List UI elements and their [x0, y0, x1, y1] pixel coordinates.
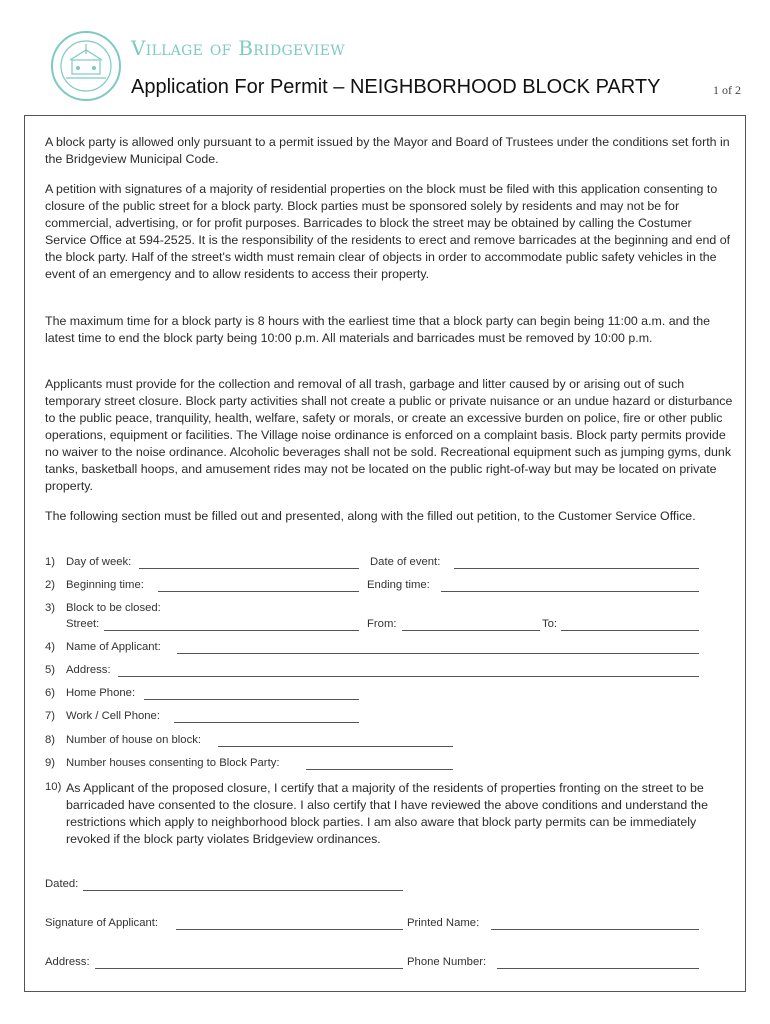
intro-paragraph: A petition with signatures of a majority of residential properties on the block must be filed with this application consenting to closure of the public street for a block party. Block parties must be sponsored solely by residents and may not be for commercial, advertising, or for profit purposes. Barricades to block the street may be obtained by calling the Costumer Service Office at 594-2525. It is the responsibility of the residents to erect and remove barricades at the beginning and end of the block party. Half of the street's width must remain clear of objects in order to accommodate public safety vehicles in the event of an emergency and to allow residents to access their property. [45, 182, 731, 281]
signature-address-label: Address: [45, 956, 90, 968]
printed-name-field[interactable] [491, 929, 699, 930]
item-number: 3) [45, 602, 56, 614]
street-label: Street: [66, 618, 100, 630]
certification-statement: As Applicant of the proposed closure, I certify that a majority of the residents of properties fronting on the street to be barricaded have consented to the closure. I also certify that I have reviewed the above conditions and understand the restrictions which apply to neighborhood block parties. I am also aware that block party permits can be immediately revoked if the block party violates Bridgeview ordinances. [66, 781, 708, 846]
work-cell-phone-field[interactable] [174, 722, 359, 723]
ending-time-label: Ending time: [367, 579, 430, 591]
to-label: To: [542, 618, 558, 630]
name-of-applicant-label: Name of Applicant: [66, 641, 161, 653]
ending-time-field[interactable] [441, 591, 699, 592]
address-label: Address: [66, 664, 111, 676]
number-of-house-field[interactable] [218, 746, 453, 747]
work-cell-phone-label: Work / Cell Phone: [66, 710, 160, 722]
signature-of-applicant-label: Signature of Applicant: [45, 917, 159, 929]
dated-label: Dated: [45, 878, 79, 890]
address-field[interactable] [118, 676, 699, 677]
signature-address-field[interactable] [95, 968, 403, 969]
phone-number-field[interactable] [497, 968, 699, 969]
from-label: From: [367, 618, 397, 630]
number-of-house-label: Number of house on block: [66, 734, 202, 746]
page-title: Application For Permit – NEIGHBORHOOD BLOCK PARTY [131, 76, 661, 98]
village-seal-logo [50, 30, 122, 102]
page-indicator: 1 of 2 [713, 83, 741, 97]
name-of-applicant-field[interactable] [177, 653, 699, 654]
item-number: 9) [45, 757, 56, 769]
street-field[interactable] [104, 630, 359, 631]
phone-number-label: Phone Number: [407, 956, 487, 968]
from-field[interactable] [402, 630, 540, 631]
day-of-week-label: Day of week: [66, 556, 132, 568]
item-number: 2) [45, 579, 56, 591]
item-number: 1) [45, 556, 56, 568]
item-number: 6) [45, 687, 56, 699]
item-number: 8) [45, 734, 56, 746]
date-of-event-label: Date of event: [370, 556, 441, 568]
intro-paragraph: The following section must be filled out and presented, along with the filled out petition, to the Customer Service Office. [45, 509, 696, 523]
item-number: 5) [45, 664, 56, 676]
block-to-be-closed-label: Block to be closed: [66, 602, 161, 614]
item-number: 4) [45, 641, 56, 653]
dated-field[interactable] [83, 890, 403, 891]
printed-name-label: Printed Name: [407, 917, 480, 929]
item-number: 7) [45, 710, 56, 722]
beginning-time-field[interactable] [158, 591, 359, 592]
number-houses-consenting-label: Number houses consenting to Block Party: [66, 757, 280, 769]
day-of-week-field[interactable] [139, 568, 359, 569]
to-field[interactable] [561, 630, 699, 631]
signature-field[interactable] [176, 929, 403, 930]
home-phone-field[interactable] [144, 699, 359, 700]
number-houses-consenting-field[interactable] [306, 769, 453, 770]
village-name: Village of Bridgeview [131, 36, 345, 60]
intro-paragraph: Applicants must provide for the collection and removal of all trash, garbage and litter caused by or arising out of such temporary street closure. Block party activities shall not create a public or private nuisance or an undue hazard or disturbance to the public peace, tranquility, health, welfare, safety or morals, or create an excessive burden on police, fire or other public operations, equipment or facilities. The Village noise ordinance is enforced on a complaint basis. Block party permits provide no waiver to the noise ordinance. Alcoholic beverages shall not be sold. Recreational equipment such as jumping gyms, dunk tanks, basketball hoops, and amusement rides may not be located on the public right-of-way but may be located on private property. [45, 377, 733, 493]
item-number: 10) [45, 781, 62, 793]
date-of-event-field[interactable] [454, 568, 699, 569]
intro-paragraph: A block party is allowed only pursuant to a permit issued by the Mayor and Board of Trustees under the conditions set forth in the Bridgeview Municipal Code. [45, 135, 730, 166]
home-phone-label: Home Phone: [66, 687, 136, 699]
intro-paragraph: The maximum time for a block party is 8 hours with the earliest time that a block party can begin being 11:00 a.m. and the latest time to end the block party being 10:00 p.m. All materials and barricades must be removed by 10:00 p.m. [45, 314, 711, 345]
beginning-time-label: Beginning time: [66, 579, 144, 591]
